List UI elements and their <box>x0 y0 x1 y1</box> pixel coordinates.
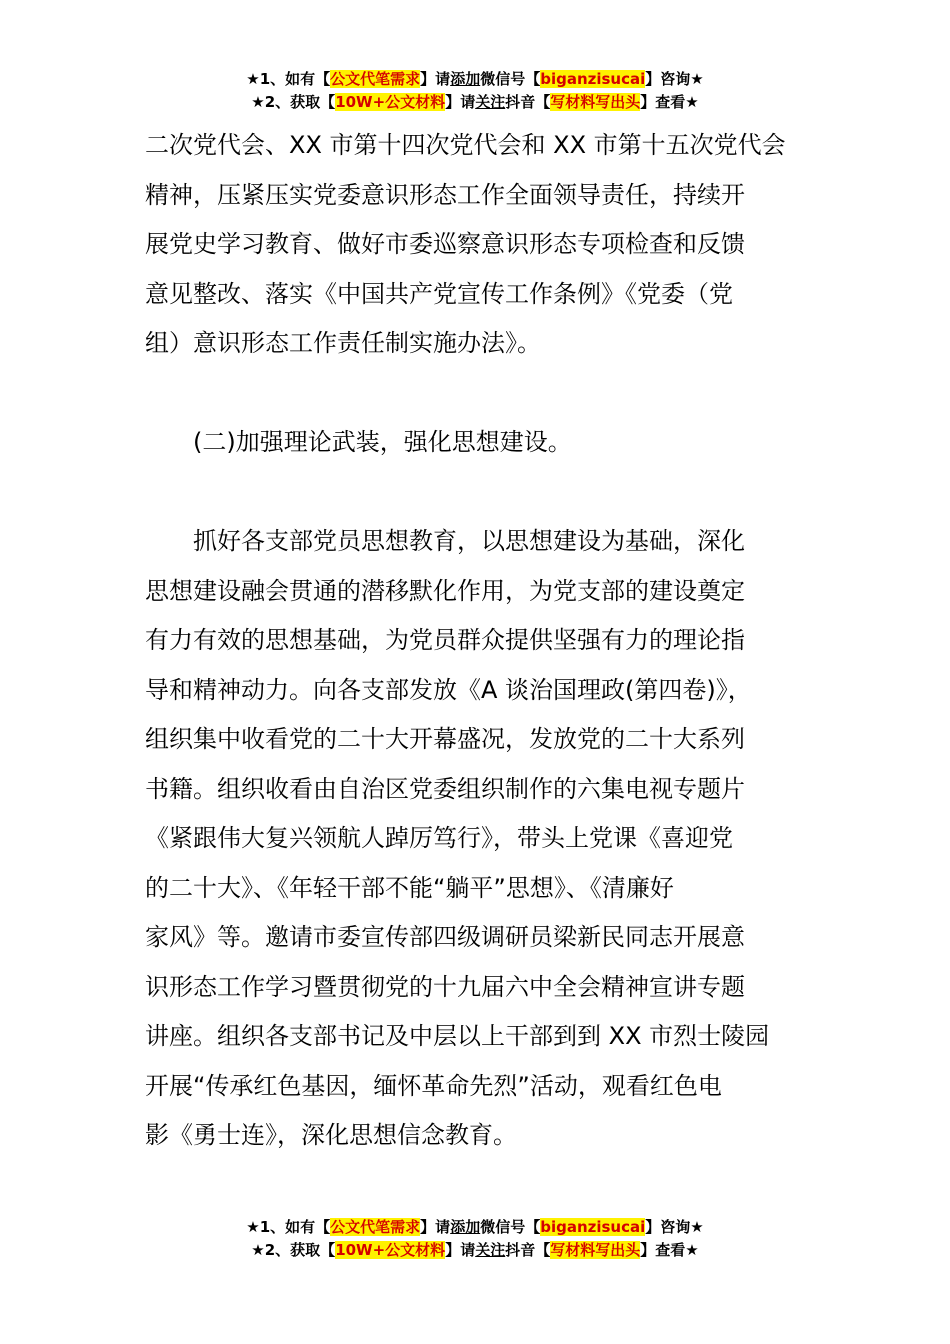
text-line: 抓好各支部党员思想教育，以思想建设为基础，深化 <box>193 527 745 555</box>
text-line: 二次党代会、XX 市第十四次党代会和 XX 市第十五次党代会 <box>145 131 786 159</box>
highlight-douyin: 写材料写出头 <box>550 1241 641 1259</box>
text-line: 精神，压紧压实党委意识形态工作全面领导责任，持续开 <box>145 180 745 209</box>
text-line: 讲座。组织各支部书记及中层以上干部到到 XX 市烈士陵园 <box>145 1022 770 1050</box>
text-line: 导和精神动力。向各支部发放《A 谈治国理政(第四卷)》， <box>145 675 752 704</box>
text-line: 识形态工作学习暨贯彻党的十九届六中全会精神宣讲专题 <box>145 972 745 1001</box>
footer-banner <box>0 1216 950 1262</box>
text-line: 开展“传承红色基因，缅怀革命先烈”活动，观看红色电 <box>145 1071 722 1100</box>
highlight-wechat-id: biganzisucai <box>540 1218 646 1236</box>
banner-line-2: ★2、获取【10W+公文材料】请关注抖音【写材料写出头】查看★ <box>251 93 699 111</box>
text-line: 展党史学习教育、做好市委巡察意识形态专项检查和反馈 <box>145 230 745 258</box>
text-line: 组）意识形态工作责任制实施办法》。 <box>145 329 541 357</box>
highlight-materials: 10W+公文材料 <box>335 93 446 111</box>
highlight-wechat-id: biganzisucai <box>540 70 646 88</box>
highlight-douyin: 写材料写出头 <box>550 93 641 111</box>
highlight-materials: 10W+公文材料 <box>335 1241 446 1259</box>
section-heading-2: (二)加强理论武装，强化思想建设。 <box>193 428 572 456</box>
banner-line-2: ★2、获取【10W+公文材料】请关注抖音【写材料写出头】查看★ <box>251 1241 699 1259</box>
text-line: 书籍。组织收看由自治区党委组织制作的六集电视专题片 <box>145 774 745 803</box>
banner-line-1: ★1、如有【公文代笔需求】请添加微信号【biganzisucai】咨询★ <box>246 1218 704 1236</box>
text-line: 组织集中收看党的二十大开幕盛况，发放党的二十大系列 <box>145 725 745 753</box>
paragraph-1 <box>145 121 815 369</box>
text-line: 的二十大》、《年轻干部不能“躺平”思想》、《清廉好 <box>145 873 674 902</box>
header-banner <box>0 68 950 114</box>
text-line: 影《勇士连》，深化思想信念教育。 <box>145 1121 517 1149</box>
text-line: 家风》等。邀请市委宣传部四级调研员梁新民同志开展意 <box>145 923 745 951</box>
highlight-service: 公文代笔需求 <box>330 1218 421 1236</box>
banner-line-1: ★1、如有【公文代笔需求】请添加微信号【biganzisucai】咨询★ <box>246 70 704 88</box>
paragraph-2 <box>145 517 815 1161</box>
text-line: 意见整改、落实《中国共产党宣传工作条例》《党委（党 <box>145 279 733 308</box>
text-line: 思想建设融会贯通的潜移默化作用，为党支部的建设奠定 <box>145 576 745 605</box>
document-body <box>145 121 815 1161</box>
text-line: 《紧跟伟大复兴领航人踔厉笃行》，带头上党课《喜迎党 <box>145 824 733 852</box>
text-line: 有力有效的思想基础，为党员群众提供坚强有力的理论指 <box>145 626 745 654</box>
highlight-service: 公文代笔需求 <box>330 70 421 88</box>
